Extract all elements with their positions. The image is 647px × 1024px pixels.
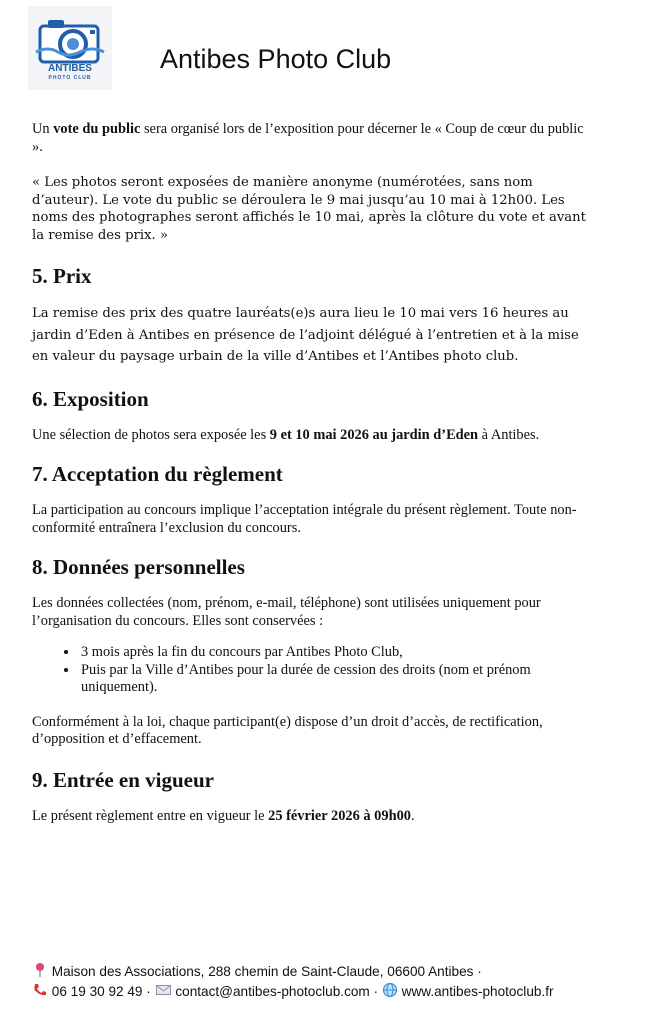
section-text-vigueur: Le présent règlement entre en vigueur le 25 février 2026 à 09h00. — [32, 807, 415, 824]
intro-bold: vote du public — [53, 121, 141, 137]
section-text-exposition: Une sélection de photos sera exposée les 9 et 10 mai 2026 au jardin d’Eden à Antibes. — [32, 426, 540, 443]
section-text-donnees: Les données collectées (nom, prénom, e-mail, téléphone) sont utilisées uniquement pour l’organisation du concours. Elles sont conservées : — [32, 595, 541, 629]
footer-line-2 — [32, 982, 572, 1002]
footer-phone[interactable]: 06 19 30 92 49 · — [51, 984, 151, 999]
exposition-dates: 9 et 10 mai 2026 au jardin d’Eden — [269, 426, 479, 443]
footer-address: Maison des Associations, 288 chemin de Saint-Claude, 06600 Antibes · — [51, 964, 482, 979]
retention-list — [32, 644, 598, 697]
club-logo — [28, 6, 112, 90]
globe-icon — [382, 982, 398, 998]
mail-icon — [155, 982, 172, 998]
footer — [32, 962, 572, 1002]
section-text-acceptation: La participation au concours implique l’acceptation intégrale du présent règlement. Toute non-conformité entraînera l’exclusion du concours. — [32, 502, 577, 536]
section-heading-exposition: 6. Exposition — [32, 386, 149, 411]
intro-paragraph-2: « Les photos seront exposées de manière anonyme (numérotées, sans nom d’auteur). Le vote du public se déroulera le 9 mai jusqu’au 10 mai à 12h00. Les noms des photographes seront affichés le 10 mai, après la clôture du vote et avant la remise des prix. » — [32, 175, 586, 243]
footer-website[interactable]: www.antibes-photoclub.fr — [401, 984, 554, 999]
page-title: Antibes Photo Club — [160, 44, 392, 74]
section-text-rights: Conformément à la loi, chaque participant(e) dispose d’un droit d’accès, de rectification, d’opposition et d’effacement. — [32, 713, 543, 747]
list-item: • Puis par la Ville d’Antibes pour la durée de cession des droits (nom et prénom uniquement). — [79, 662, 598, 697]
map-pin-icon — [32, 962, 48, 978]
phone-icon — [32, 982, 48, 998]
footer-line-1 — [32, 962, 572, 982]
section-heading-vigueur: 9. Entrée en vigueur — [32, 767, 214, 792]
logo-subtitle: PHOTO CLUB — [48, 75, 92, 81]
logo-name: ANTIBES — [48, 63, 92, 74]
list-item: • 3 mois après la fin du concours par Antibes Photo Club, — [79, 644, 598, 662]
document-body — [32, 121, 598, 825]
section-heading-acceptation: 7. Acceptation du règlement — [32, 462, 283, 486]
section-text-prix: La remise des prix des quatre lauréats(e)s aura lieu le 10 mai vers 16 heures au jardin d’Eden à Antibes en présence de l’adjoint délégué à l’entretien et à la mise en valeur du paysage urbain de la ville d’Antibes et l’Antibes photo club. — [32, 306, 579, 364]
intro-paragraph-1: Un vote du public sera organisé lors de l’exposition pour décerner le « Coup de cœur du public ». — [32, 121, 584, 155]
vigueur-date: 25 février 2026 à 09h00 — [268, 807, 411, 824]
footer-email[interactable]: contact@antibes-photoclub.com · — [175, 984, 379, 999]
section-heading-prix: 5. Prix — [32, 264, 92, 288]
section-heading-donnees: 8. Données personnelles — [32, 555, 245, 579]
